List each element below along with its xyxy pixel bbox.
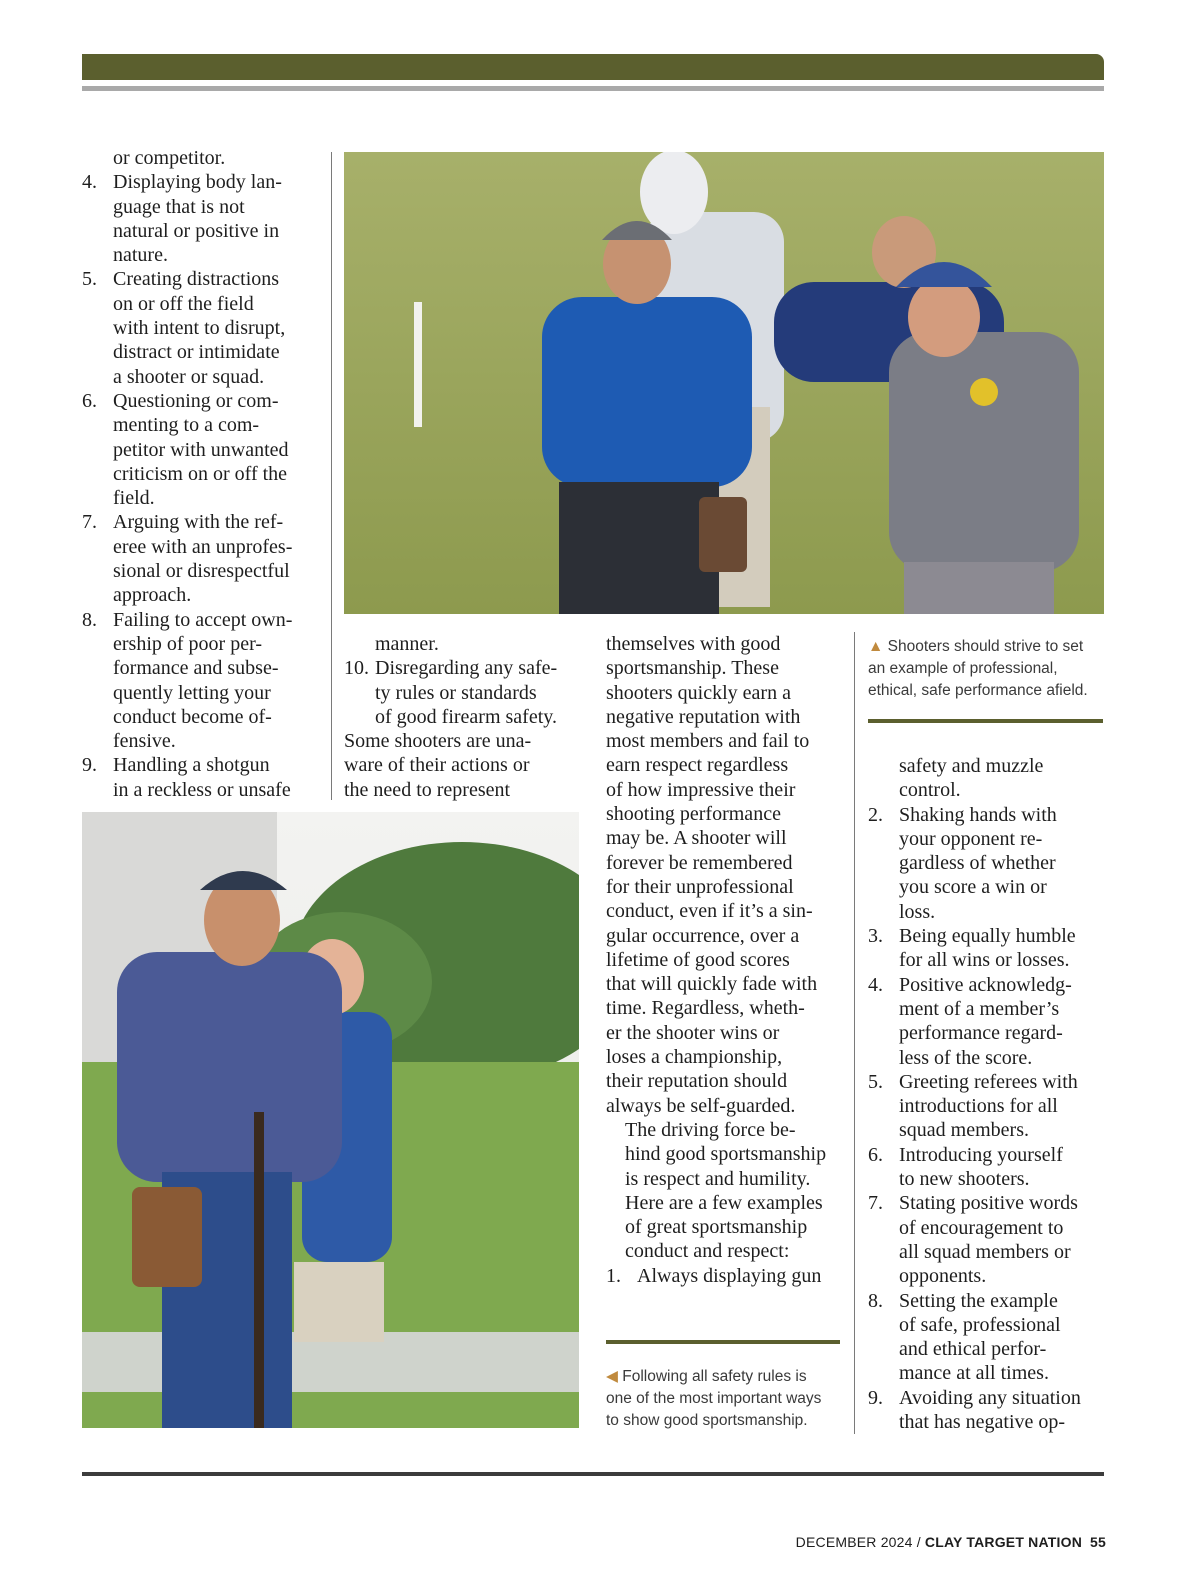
list-text: Always displaying gun: [637, 1264, 822, 1287]
col3-paragraph-1: [606, 632, 846, 1118]
text-line: distract or intimidate: [113, 341, 280, 364]
text-line: that will quickly fade with: [606, 973, 818, 996]
col4-lead: [868, 754, 1108, 803]
text-line: on or off the field: [113, 292, 254, 315]
text-line: Displaying body lan-: [113, 171, 282, 194]
column-3: [606, 632, 846, 1288]
text-line: with intent to disrupt,: [113, 317, 286, 340]
text-line: petitor with unwanted: [113, 438, 289, 461]
list-item: [868, 973, 1108, 1070]
text-line: ware of their actions or: [344, 754, 530, 777]
text-line: of good firearm safety.: [375, 705, 557, 728]
text-line: Introducing yourself: [899, 1143, 1063, 1166]
text-line: negative reputation with: [606, 705, 801, 728]
text-line: your opponent re-: [899, 827, 1043, 850]
text-line: approach.: [113, 584, 192, 607]
caption-line: to show good sportsmanship.: [606, 1412, 808, 1429]
text-line: Being equally humble: [899, 925, 1076, 948]
caption-line: an example of professional,: [868, 660, 1058, 677]
text-line: field.: [113, 487, 155, 510]
page-number: 55: [1090, 1534, 1106, 1550]
text-line: to new shooters.: [899, 1168, 1030, 1191]
list-item: [82, 510, 326, 607]
list-item: [868, 1143, 1108, 1192]
list-number: 8.: [868, 1289, 883, 1312]
text-line: you score a win or: [899, 876, 1047, 899]
caption-rule-top: [868, 719, 1103, 723]
text-line: of great sportsmanship: [625, 1216, 808, 1239]
text-line: a shooter or squad.: [113, 365, 265, 388]
footer-separator: /: [912, 1534, 925, 1550]
text-line: forever be remembered: [606, 851, 793, 874]
column-divider-1: [331, 152, 332, 800]
list-number: 8.: [82, 608, 97, 631]
text-line: of how impressive their: [606, 778, 796, 801]
text-line: quently letting your: [113, 681, 271, 704]
text-line: introductions for all: [899, 1095, 1058, 1118]
text-line: time. Regardless, wheth-: [606, 997, 805, 1020]
list-item: [82, 267, 326, 388]
text-line: ment of a member’s: [899, 997, 1060, 1020]
text-line: sportsmanship. These: [606, 657, 779, 680]
text-line: Here are a few examples: [625, 1191, 823, 1214]
column-4: [868, 754, 1108, 1434]
text-line: opponents.: [899, 1265, 987, 1288]
text-line: menting to a com-: [113, 414, 260, 437]
photo-shooters-fistbump: [344, 152, 1104, 614]
text-line: of safe, professional: [899, 1313, 1061, 1336]
list-item-1: [606, 1264, 846, 1288]
text-line: conduct and respect:: [625, 1240, 790, 1263]
text-line: Shaking hands with: [899, 803, 1057, 826]
list-number: 9.: [868, 1386, 883, 1409]
list-item: [82, 608, 326, 754]
text-line: performance regard-: [899, 1022, 1063, 1045]
footer-date: DECEMBER 2024: [795, 1534, 913, 1550]
col1-lead: or competitor.: [113, 147, 226, 169]
text-line: Stating positive words: [899, 1192, 1078, 1215]
list-number: 5.: [82, 268, 97, 291]
caption-rule-bottom: [606, 1340, 840, 1344]
caption-line: ethical, safe performance afield.: [868, 682, 1088, 699]
text-line: conduct become of-: [113, 705, 272, 728]
text-line: in a reckless or unsafe: [113, 778, 291, 801]
header-rule: [82, 86, 1104, 91]
list-number: 1.: [606, 1264, 621, 1287]
text-line: guage that is not: [113, 195, 245, 218]
list-item: [82, 753, 326, 802]
text-line: lifetime of good scores: [606, 948, 790, 971]
text-line: for their unprofessional: [606, 875, 794, 898]
text-line: shooting performance: [606, 803, 781, 826]
list-item: [868, 1289, 1108, 1386]
text-line: loses a championship,: [606, 1046, 783, 1069]
caption-line: one of the most important ways: [606, 1390, 822, 1407]
text-line: themselves with good: [606, 633, 781, 655]
list-item: [868, 1191, 1108, 1288]
list-number: 4.: [868, 973, 883, 996]
text-line: loss.: [899, 900, 936, 923]
text-line: sional or disrespectful: [113, 560, 290, 583]
text-line: for all wins or losses.: [899, 949, 1070, 972]
list-item-10: [344, 656, 580, 729]
list-number: 6.: [868, 1143, 883, 1166]
text-line: nature.: [113, 244, 168, 267]
list-number: 7.: [82, 511, 97, 534]
photo-man-and-boy: [82, 812, 579, 1428]
text-line: Arguing with the ref-: [113, 511, 284, 534]
text-line: less of the score.: [899, 1046, 1033, 1069]
list-number: 5.: [868, 1070, 883, 1093]
list-item: [82, 389, 326, 510]
text-line: is respect and humility.: [625, 1167, 811, 1190]
text-line: of encouragement to: [899, 1216, 1064, 1239]
column-1: [82, 146, 326, 802]
col4-list: [868, 803, 1108, 1435]
text-line: Questioning or com-: [113, 389, 279, 412]
text-line: that has negative op-: [899, 1411, 1066, 1434]
text-line: natural or positive in: [113, 219, 280, 242]
list-item: [868, 924, 1108, 973]
list-item: [868, 803, 1108, 924]
text-line: er the shooter wins or: [606, 1021, 780, 1044]
text-line: Disregarding any safe-: [375, 657, 558, 680]
column-2: [344, 632, 580, 802]
text-line: gardless of whether: [899, 852, 1056, 875]
list-number: 10.: [344, 657, 369, 680]
text-line: criticism on or off the: [113, 462, 288, 485]
text-line: shooters quickly earn a: [606, 681, 791, 704]
list-item: [82, 170, 326, 267]
text-line: always be self-guarded.: [606, 1094, 796, 1117]
caption-bottom: [606, 1366, 846, 1432]
text-line: Positive acknowledg-: [899, 973, 1072, 996]
text-line: hind good sportsmanship: [625, 1143, 827, 1166]
caption-top: [868, 636, 1108, 702]
text-line: Avoiding any situation: [899, 1386, 1081, 1409]
arrow-up-icon: ▲: [868, 638, 888, 655]
footer-magazine-name: CLAY TARGET NATION: [924, 1534, 1083, 1550]
caption-line: Shooters should strive to set: [887, 638, 1084, 655]
text-line: formance and subse-: [113, 657, 279, 680]
text-line: conduct, even if it’s a sin-: [606, 900, 813, 923]
text-line: most members and fail to: [606, 730, 810, 753]
list-number: 6.: [82, 389, 97, 412]
footer-rule: [82, 1472, 1104, 1476]
text-line: their reputation should: [606, 1070, 788, 1093]
text-line: all squad members or: [899, 1240, 1071, 1263]
page-footer: [796, 1534, 1106, 1550]
text-line: the need to represent: [344, 778, 511, 801]
text-line: eree with an unprofes-: [113, 535, 293, 558]
list-number: 7.: [868, 1192, 883, 1215]
text-line: ership of poor per-: [113, 632, 262, 655]
list-number: 2.: [868, 803, 883, 826]
text-line: Failing to accept own-: [113, 608, 293, 631]
text-line: control.: [899, 779, 961, 802]
col3-paragraph-2: [606, 1118, 846, 1264]
caption-line: Following all safety rules is: [622, 1368, 807, 1385]
col1-list: [82, 170, 326, 802]
text-line: and ethical perfor-: [899, 1338, 1047, 1361]
text-line: The driving force be-: [625, 1118, 796, 1141]
column-divider-3: [854, 632, 855, 1434]
text-line: mance at all times.: [899, 1362, 1049, 1385]
list-item: [868, 1070, 1108, 1143]
text-line: fensive.: [113, 730, 176, 753]
text-line: Some shooters are una-: [344, 730, 532, 753]
list-number: 4.: [82, 171, 97, 194]
text-line: squad members.: [899, 1119, 1029, 1142]
text-line: Creating distractions: [113, 268, 280, 291]
text-line: safety and muzzle: [899, 755, 1044, 777]
text-line: may be. A shooter will: [606, 827, 787, 850]
text-line: ty rules or standards: [375, 681, 537, 704]
header-bar: [82, 54, 1104, 80]
text-line: Greeting referees with: [899, 1070, 1078, 1093]
col2-lead: manner.: [375, 633, 439, 655]
list-number: 9.: [82, 754, 97, 777]
list-item: [868, 1386, 1108, 1435]
text-line: Handling a shotgun: [113, 754, 270, 777]
arrow-left-icon: ◀: [606, 1368, 623, 1385]
text-line: gular occurrence, over a: [606, 924, 800, 947]
col2-paragraph: [344, 729, 580, 802]
list-number: 3.: [868, 925, 883, 948]
text-line: Setting the example: [899, 1289, 1058, 1312]
text-line: earn respect regardless: [606, 754, 789, 777]
